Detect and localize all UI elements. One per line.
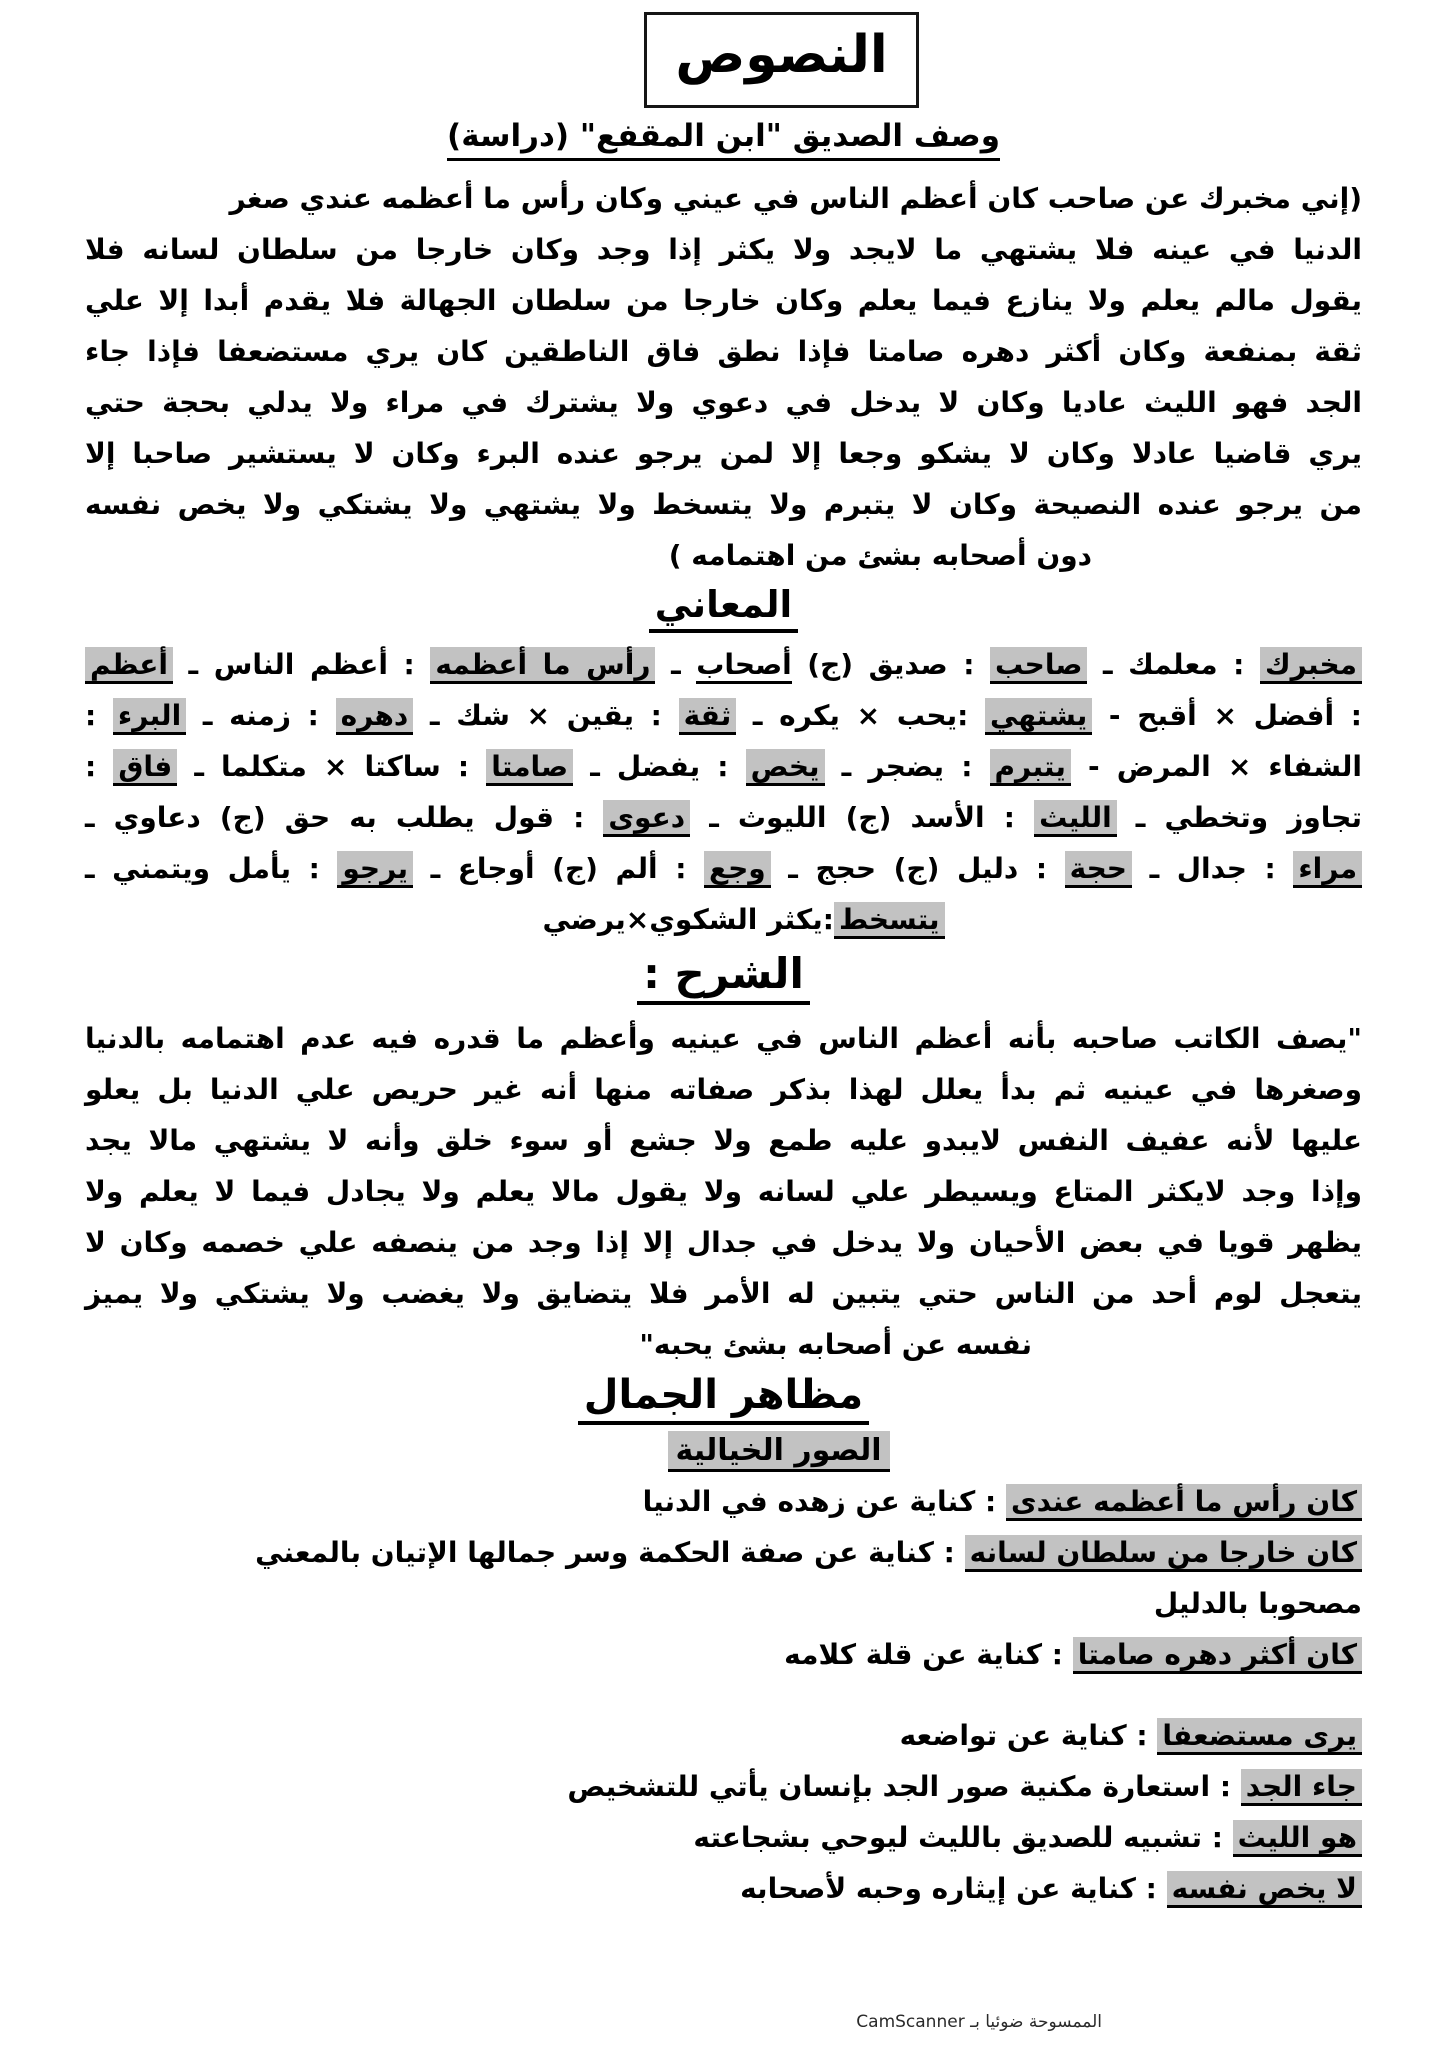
meaning-gloss: : ألم (ج) أوجاع ـ	[413, 852, 704, 885]
paragraph-line: من يرجو عنده النصيحة وكان لا يتبرم ولا يتسخط ولا يشتهي ولا يشتكي ولا يخص نفسه	[85, 488, 1362, 521]
page-title-box	[644, 12, 918, 108]
beauty-subheading-row	[85, 1431, 1362, 1472]
meaning-gloss: : أفضل × أقبح -	[1092, 699, 1362, 732]
meanings-line	[85, 639, 1362, 690]
meanings-line	[85, 690, 1362, 741]
meaning-term: وجع	[704, 851, 771, 888]
meanings-line	[85, 843, 1362, 894]
meaning-term: يتبرم	[990, 749, 1071, 786]
meaning-gloss: ـ	[655, 648, 697, 681]
beauty-item	[85, 1812, 1362, 1863]
beauty-heading-row	[85, 1372, 1362, 1425]
meaning-gloss: : صديق (ج)	[791, 648, 991, 681]
explanation-line: نفسه عن أصحابه بشئ يحبه"	[639, 1328, 1032, 1361]
meanings-heading-row	[85, 583, 1362, 633]
explanation-heading-row	[85, 949, 1362, 1005]
meaning-term: مراء	[1293, 851, 1362, 888]
beauty-item	[85, 1710, 1362, 1761]
meaning-gloss: :	[85, 699, 113, 732]
explanation-paragraph	[85, 1013, 1362, 1370]
beauty-item	[85, 1527, 1362, 1629]
meaning-gloss: :يحب × يكره ـ	[736, 699, 985, 732]
meaning-gloss: : قول يطلب به حق (ج) دعاوي ـ	[85, 801, 604, 834]
paragraph-line: دون أصحابه بشئ من اهتمامه )	[668, 539, 1092, 572]
beauty-item	[85, 1476, 1362, 1527]
explanation-line: وصغرها في عينيه ثم بدأ يعلل لهذا بذكر صفاته منها أنه غير حريص علي الدنيا بل يعلو	[85, 1073, 1362, 1106]
meaning-term: دهره	[336, 698, 414, 735]
explanation-line: عليها لأنه عفيف النفس لايبدو عليه طمع ولا جشع أو سوء خلق وأنه لا يشتهي مالا يجد	[85, 1124, 1362, 1157]
meaning-term: مخبرك	[1260, 647, 1362, 684]
paragraph-line: الجد فهو الليث عاديا وكان لا يدخل في دعوي ولا يشترك في مراء ولا يدلي بحجة حتي	[85, 386, 1362, 419]
meaning-gloss: : جدال ـ	[1131, 852, 1294, 885]
beauty-explanation: : كناية عن صفة الحكمة وسر جمالها الإتيان بالمعني	[255, 1536, 965, 1569]
beauty-explanation: : كناية عن زهده في الدنيا	[642, 1485, 1006, 1518]
meaning-term: الليث	[1034, 800, 1117, 837]
meaning-gloss: : دليل (ج) حجج ـ	[770, 852, 1065, 885]
meaning-term: حجة	[1065, 851, 1132, 888]
meaning-gloss: : ساكتا × متكلما ـ	[177, 750, 487, 783]
meanings-line	[85, 741, 1362, 792]
meanings-line	[105, 894, 1382, 945]
meaning-term: ثقة	[679, 698, 737, 735]
meaning-term: رأس ما أعظمه	[430, 647, 655, 684]
meanings-block	[85, 639, 1362, 945]
beauty-explanation: : تشبيه للصديق بالليث ليوحي بشجاعته	[693, 1821, 1233, 1854]
meanings-line	[85, 792, 1362, 843]
paragraph-line: يقول مالم يعلم ولا ينازع فيما يعلم وكان خارجا من سلطان الجهالة فلا يقدم أبدا إلا علي	[85, 284, 1362, 317]
beauty-phrase: هو الليث	[1233, 1820, 1362, 1857]
lesson-subtitle-row	[85, 118, 1362, 161]
camscanner-footer: الممسوحة ضوئيا بـ CamScanner	[856, 2012, 1102, 2032]
meaning-term: يرجو	[337, 851, 413, 888]
meaning-gloss: : يقين × شك ـ	[413, 699, 679, 732]
meaning-gloss: تجاوز وتخطي ـ	[1116, 801, 1362, 834]
beauty-explanation: : كناية عن إيثاره وحبه لأصحابه	[740, 1872, 1167, 1905]
beauty-phrase: جاء الجد	[1241, 1769, 1362, 1806]
meaning-gloss: : يضجر ـ	[824, 750, 990, 783]
explanation-line: يظهر قويا في بعض الأحيان ولا يدخل في جدال إلا إذا وجد من ينصفه علي خصمه وكان لا	[85, 1226, 1362, 1259]
beauty-explanation-continuation: مصحوبا بالدليل	[1153, 1587, 1362, 1620]
paragraph-line: الدنيا في عينه فلا يشتهي ما لايجد ولا يكثر إذا وجد وكان خارجا من سلطان لسانه فلا	[85, 233, 1362, 266]
beauty-item	[85, 1761, 1362, 1812]
meaning-plural: أصحاب	[696, 648, 791, 684]
explanation-heading: الشرح :	[637, 949, 810, 1005]
beauty-list	[85, 1476, 1362, 1914]
meaning-gloss: الشفاء × المرض -	[1070, 750, 1362, 783]
beauty-item	[85, 1863, 1362, 1914]
meaning-gloss: : يفضل ـ	[573, 750, 746, 783]
meaning-term: يخص	[746, 749, 825, 786]
meaning-gloss: : أعظم الناس ـ	[172, 648, 431, 681]
intro-paragraph	[85, 173, 1362, 581]
explanation-line: "يصف الكاتب صاحبه بأنه أعظم الناس في عينيه وأعظم ما قدره فيه عدم اهتمامه بالدنيا	[85, 1022, 1362, 1055]
lesson-subtitle: وصف الصديق "ابن المقفع" (دراسة)	[447, 118, 1000, 161]
beauty-explanation: : استعارة مكنية صور الجد بإنسان يأتي للتشخيص	[567, 1770, 1241, 1803]
meaning-gloss: : معلمك ـ	[1087, 648, 1260, 681]
beauty-phrase: لا يخص نفسه	[1167, 1871, 1362, 1908]
paragraph-line: (إني مخبرك عن صاحب كان أعظم الناس في عيني وكان رأس ما أعظمه عندي صغر	[229, 182, 1362, 215]
meanings-heading: المعاني	[649, 583, 799, 633]
meaning-term: صاحب	[990, 647, 1087, 684]
beauty-phrase: كان رأس ما أعظمه عندى	[1006, 1484, 1362, 1521]
meaning-term: يشتهي	[985, 698, 1092, 735]
beauty-heading: مظاهر الجمال	[578, 1372, 869, 1425]
explanation-line: يتعجل لوم أحد من الناس حتي يتبين له الأمر فلا يتضايق ولا يغضب ولا يشتكي ولا يميز	[85, 1277, 1362, 1310]
beauty-phrase: يرى مستضعفا	[1157, 1718, 1362, 1755]
page-title: النصوص	[675, 25, 888, 85]
meaning-term: فاق	[113, 749, 177, 786]
beauty-subheading: الصور الخيالية	[668, 1431, 890, 1472]
beauty-explanation: : كناية عن قلة كلامه	[784, 1638, 1073, 1671]
beauty-item	[85, 1629, 1362, 1680]
explanation-line: وإذا وجد لايكثر المتاع ويسيطر علي لسانه ولا يقول مالا يعلم ولا يجادل فيما لا يعلم ولا	[85, 1175, 1362, 1208]
meaning-gloss: :يكثر الشكوي×يرضي	[542, 903, 834, 936]
paragraph-line: يري قاضيا عادلا وكان لا يشكو وجعا إلا لمن يرجو عنده البرء وكان لا يستشير صاحبا إلا	[85, 437, 1362, 470]
beauty-phrase: كان خارجا من سلطان لسانه	[965, 1535, 1362, 1572]
meaning-gloss: : الأسد (ج) الليوث ـ	[690, 801, 1035, 834]
meaning-gloss: : زمنه ـ	[186, 699, 336, 732]
beauty-explanation: : كناية عن تواضعه	[899, 1719, 1158, 1752]
meaning-gloss: : يأمل ويتمني ـ	[85, 852, 338, 885]
beauty-phrase: كان أكثر دهره صامتا	[1073, 1637, 1362, 1674]
meaning-term: صامتا	[486, 749, 573, 786]
meaning-term: أعظم	[85, 647, 173, 684]
meaning-term: البرء	[113, 698, 186, 735]
meaning-term: يتسخط	[834, 902, 945, 939]
paragraph-line: ثقة بمنفعة وكان أكثر دهره صامتا فإذا نطق فاق الناطقين كان يري مستضعفا فإذا جاء	[85, 335, 1362, 368]
meaning-term: دعوى	[603, 800, 690, 837]
meaning-gloss: :	[85, 750, 114, 783]
